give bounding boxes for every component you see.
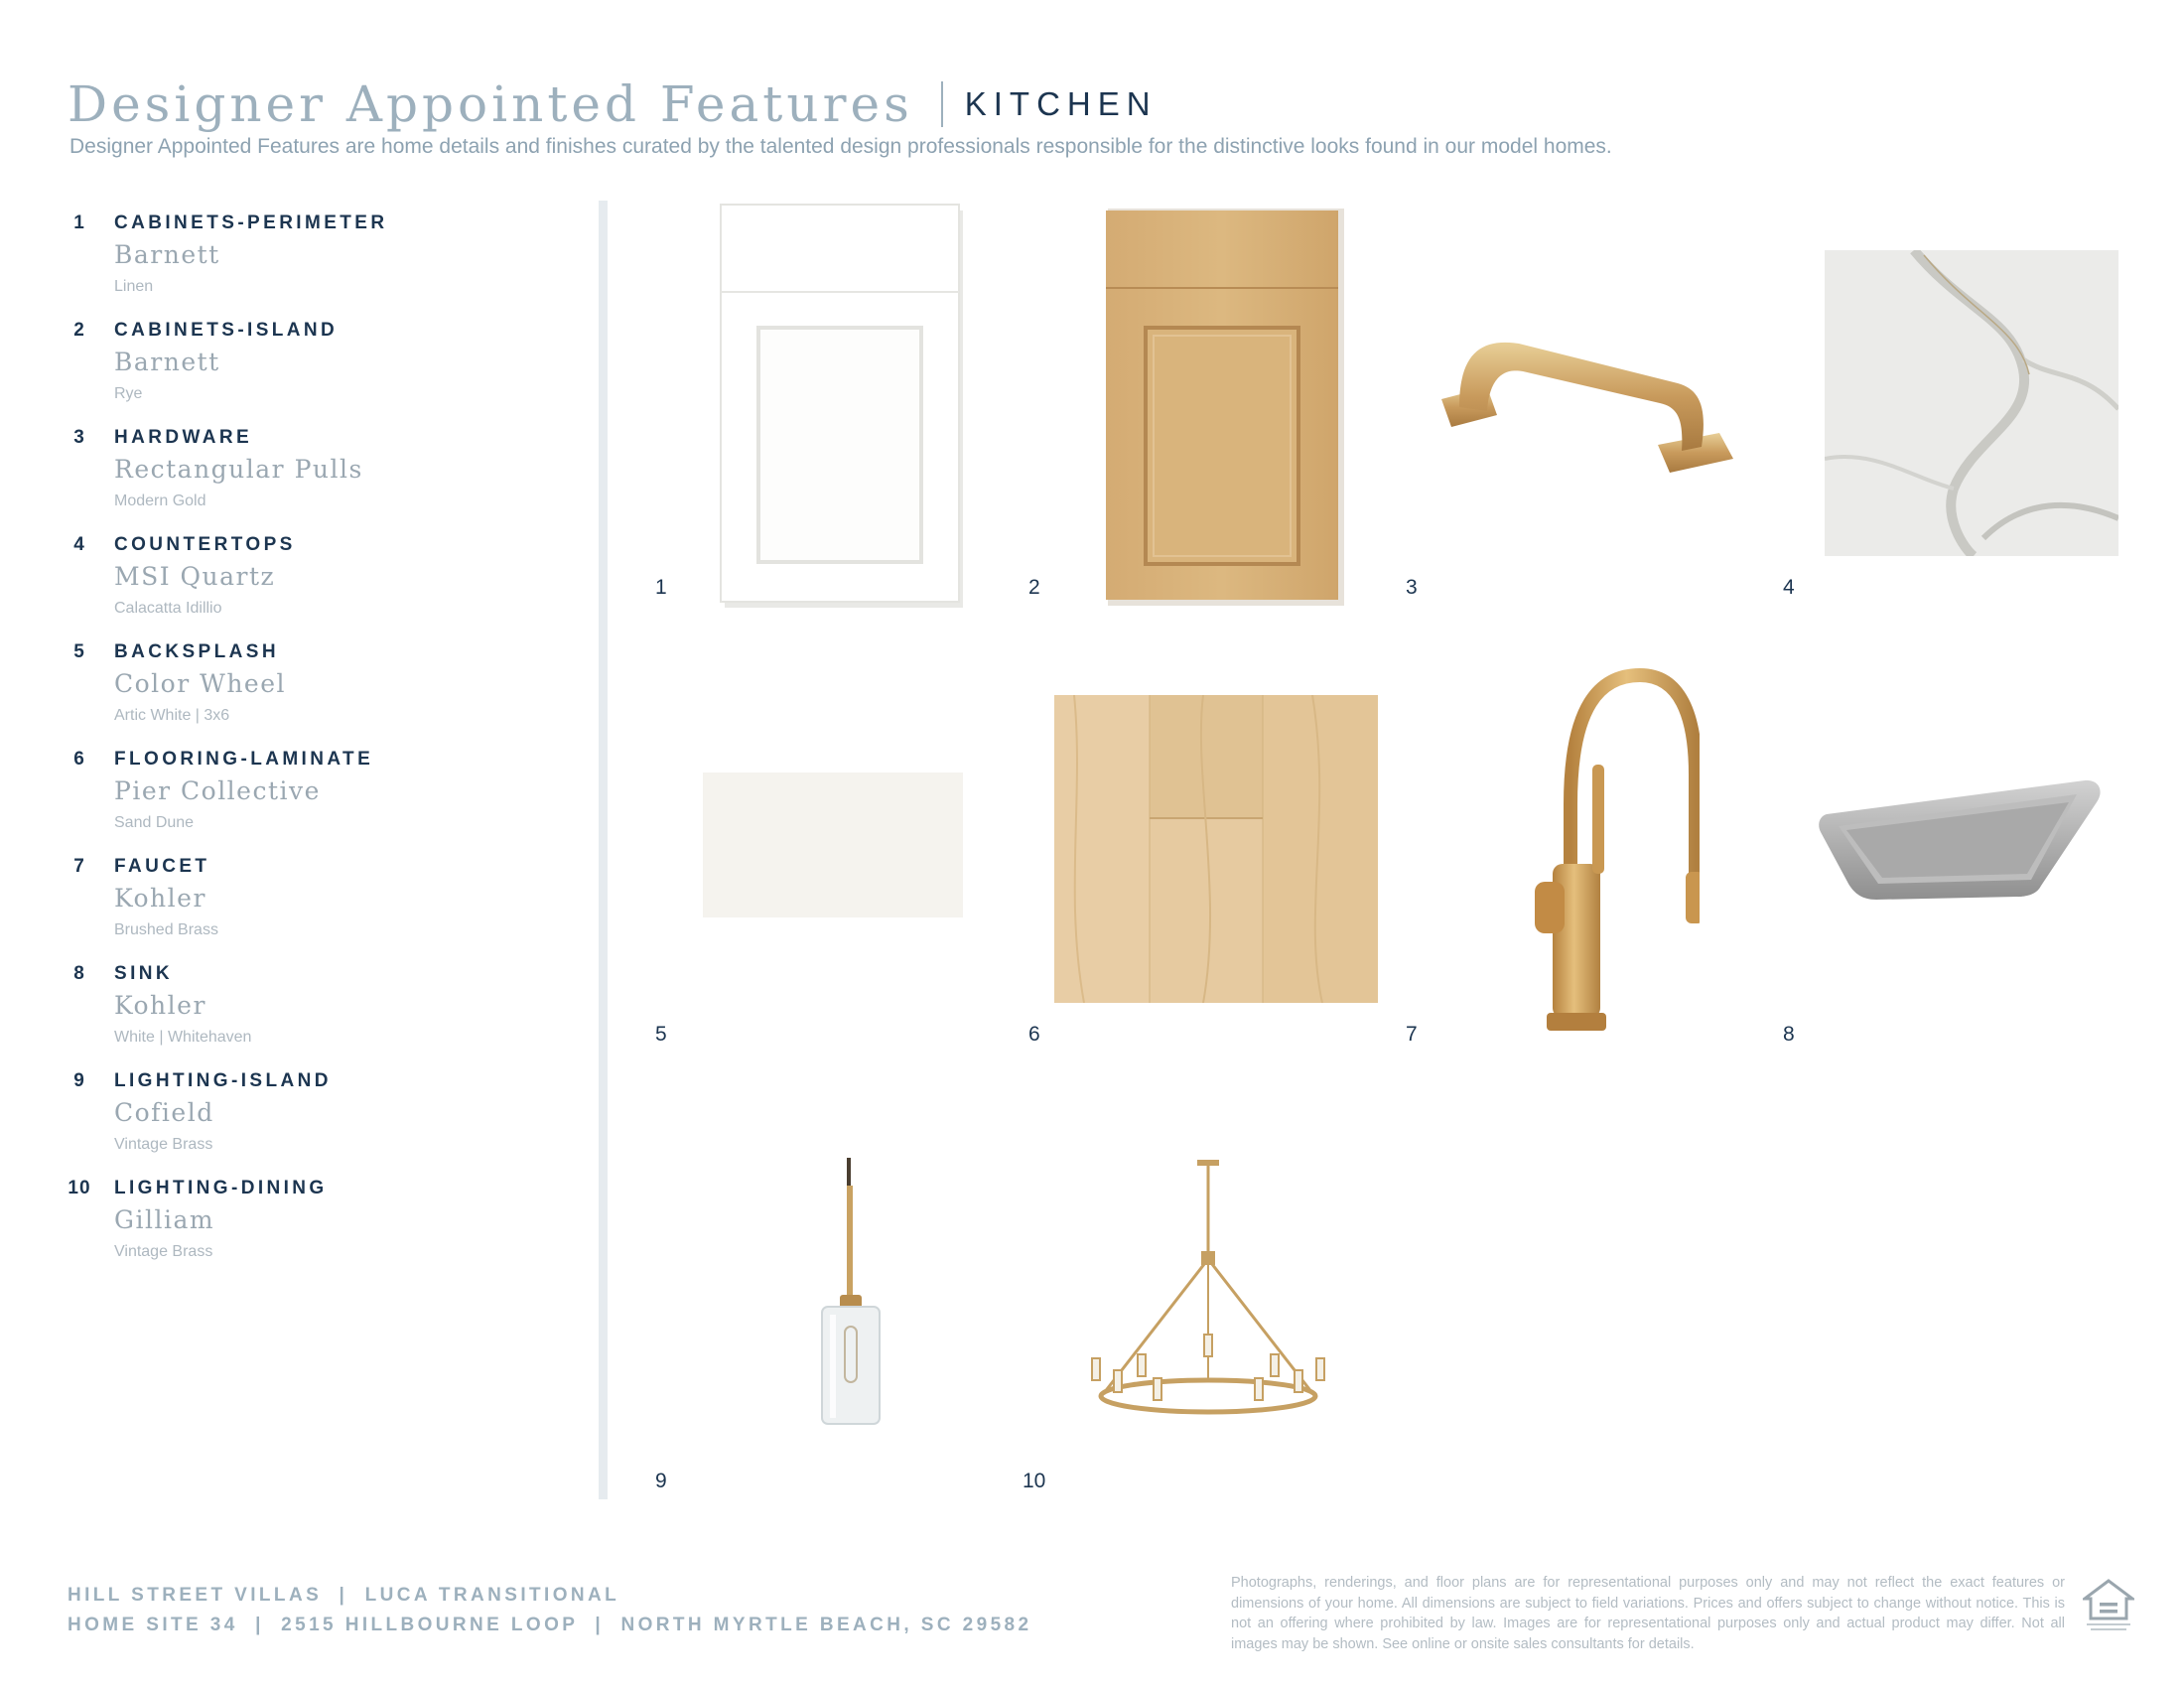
feature-name: Rectangular Pulls [114,455,363,484]
intro-text: Designer Appointed Features are home details and finishes curated by the talented design professionals responsible for the distinctive looks found in our model homes. [69,135,1612,158]
feature-number: 8 [73,963,85,984]
community-line: HILL STREET VILLAS | LUCA TRANSITIONAL [68,1585,620,1606]
section-title: KITCHEN [964,85,1158,122]
feature-detail: Artic White | 3x6 [114,707,230,724]
feature-detail: Brushed Brass [114,921,218,938]
address-line: HOME SITE 34 | 2515 HILLBOURNE LOOP | NORTH MYRTLE BEACH, SC 29582 [68,1615,1032,1635]
feature-number: 4 [73,534,85,555]
feature-category: CABINETS-PERIMETER [114,212,388,233]
feature-detail: Calacatta Idillio [114,600,222,617]
feature-detail: Modern Gold [114,492,206,509]
title-divider [941,81,943,127]
feature-detail: White | Whitehaven [114,1029,252,1046]
gallery-label: 5 [655,1023,667,1046]
feature-name: Pier Collective [114,776,321,805]
brass-glass-pendant-icon [816,1158,886,1428]
feature-number: 9 [73,1070,85,1091]
feature-number: 2 [73,320,85,341]
brass-wagon-wheel-chandelier-icon [1084,1160,1332,1424]
feature-number: 7 [73,856,85,877]
equal-housing-opportunity-icon [2083,1579,2134,1634]
column-divider [599,201,608,1499]
gallery-label: 2 [1028,576,1040,599]
gallery-label: 10 [1023,1470,1046,1492]
feature-detail: Vintage Brass [114,1243,213,1260]
page-title: Designer Appointed Features [68,75,913,133]
feature-category: LIGHTING-DINING [114,1178,328,1198]
feature-name: Kohler [114,884,206,913]
gallery-label: 1 [655,576,667,599]
feature-name: Cofield [114,1098,214,1127]
gallery-label: 3 [1406,576,1418,599]
feature-name: Barnett [114,348,220,376]
oak-laminate-plank-icon [1054,695,1378,1003]
brass-pulldown-faucet-icon [1501,665,1700,1035]
feature-name: Color Wheel [114,669,287,698]
feature-detail: Rye [114,385,143,402]
feature-detail: Linen [114,278,154,295]
quartz-countertop-swatch-icon [1825,250,2118,556]
feature-number: 3 [73,427,85,448]
gallery-label: 8 [1783,1023,1795,1046]
feature-category: CABINETS-ISLAND [114,320,339,341]
feature-category: BACKSPLASH [114,641,279,662]
gallery-label: 7 [1406,1023,1418,1046]
feature-category: FAUCET [114,856,210,877]
feature-category: FLOORING-LAMINATE [114,749,374,770]
white-subway-tile-icon [703,773,963,917]
white-shaker-cabinet-door-icon [715,201,968,608]
feature-category: HARDWARE [114,427,253,448]
page-header [68,70,1158,139]
feature-name: Barnett [114,240,220,269]
feature-name: Gilliam [114,1205,215,1234]
gallery-label: 6 [1028,1023,1040,1046]
gallery-label: 9 [655,1470,667,1492]
legal-disclaimer: Photographs, renderings, and floor plans are for representational purposes only and may not reflect the exact features or dimensions of your home. All dimensions are subject to field variations. Prices and offers subject to change without notice. This is not an offering where prohibited by law. Images are for representational purposes only and actual product may differ. Not all images may be shown. See online or onsite sales consultants for details. [1231,1575,2065,1652]
feature-name: MSI Quartz [114,562,276,591]
oak-shaker-cabinet-door-icon [1100,201,1348,608]
feature-name: Kohler [114,991,206,1020]
feature-detail: Sand Dune [114,814,195,831]
feature-number: 5 [73,641,85,662]
stainless-undermount-sink-icon [1817,776,2105,900]
gold-cabinet-pull-icon [1439,328,1747,487]
feature-number: 10 [68,1178,91,1198]
feature-category: LIGHTING-ISLAND [114,1070,332,1091]
feature-number: 1 [73,212,85,233]
gallery-label: 4 [1783,576,1795,599]
feature-category: SINK [114,963,173,984]
feature-category: COUNTERTOPS [114,534,296,555]
feature-detail: Vintage Brass [114,1136,213,1153]
feature-number: 6 [73,749,85,770]
community-info [68,1581,1032,1640]
